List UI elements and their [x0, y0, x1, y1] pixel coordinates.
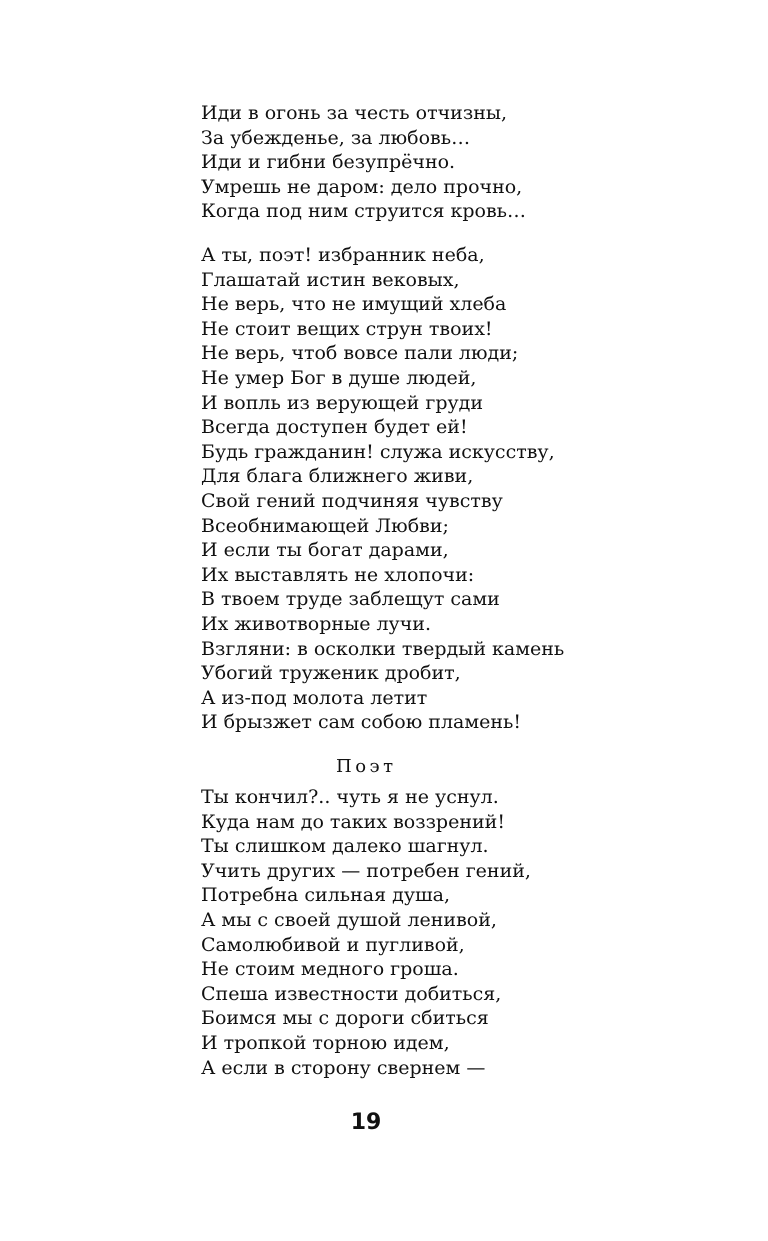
verse-line: Ты слишком далеко шагнул.	[201, 835, 489, 858]
verse-line: Для блага ближнего живи,	[201, 465, 474, 488]
verse-line: И тропкой торною идем,	[201, 1031, 450, 1054]
verse-line: А ты, поэт! избранник неба,	[201, 244, 485, 266]
page-number: 19	[350, 1110, 382, 1135]
verse-line: Спеша известности добиться,	[201, 982, 502, 1005]
stanza-2	[201, 243, 721, 735]
verse-line: Не верь, что не имущий хлеба	[201, 293, 507, 316]
verse-line: Не стоим медного гроша.	[201, 958, 459, 981]
verse-line: Их выставлять не хлопочи:	[201, 563, 475, 586]
verse-line: И если ты богат дарами,	[201, 539, 449, 562]
verse-line: Всегда доступен будет ей!	[201, 416, 468, 439]
verse-line: Иди в огонь за честь отчизны,	[201, 102, 508, 124]
verse-line: И вопль из верующей груди	[201, 391, 484, 414]
verse-line: Умрешь не даром: дело прочно,	[201, 175, 523, 198]
verse-line: Куда нам до таких воззрений!	[201, 810, 505, 833]
verse-line: Убогий труженик дробит,	[201, 662, 461, 685]
verse-line: Не умер Бог в душе людей,	[201, 366, 477, 389]
verse-line: А если в сторону свернем —	[201, 1056, 486, 1079]
verse-line: А из-под молота летит	[201, 686, 428, 709]
verse-line: За убежденье, за любовь…	[201, 126, 471, 149]
verse-line: Потребна сильная душа,	[201, 884, 451, 907]
verse-line: Ты кончил?.. чуть я не уснул.	[201, 786, 499, 808]
verse-line: Глашатай истин вековых,	[201, 268, 460, 291]
speaker-name: Поэт	[336, 756, 397, 777]
verse-line: Не верь, чтоб вовсе пали люди;	[201, 342, 519, 365]
verse-line: Не стоит вещих струн твоих!	[201, 317, 493, 340]
verse-line: Взгляни: в осколки твердый камень	[201, 637, 565, 660]
verse-line: Когда под ним струится кровь…	[201, 200, 527, 223]
verse-line: А мы с своей душой ленивой,	[201, 908, 497, 931]
verse-line: Боимся мы с дороги сбиться	[201, 1007, 489, 1030]
verse-line: Всеобнимающей Любви;	[201, 514, 449, 537]
stanza-3	[201, 785, 721, 1080]
verse-line: Будь гражданин! служа искусству,	[201, 440, 555, 463]
verse-line: Их животворные лучи.	[201, 612, 431, 635]
stanza-1	[201, 101, 721, 224]
verse-line: Учить других — потребен гений,	[201, 859, 531, 882]
verse-line: В твоем труде заблещут сами	[201, 588, 500, 611]
verse-line: Свой гений подчиняя чувству	[201, 489, 503, 512]
verse-line: И брызжет сам собою пламень!	[201, 711, 522, 734]
verse-line: Иди и гибни безупрёчно.	[201, 151, 456, 174]
verse-line: Самолюбивой и пугливой,	[201, 933, 465, 956]
